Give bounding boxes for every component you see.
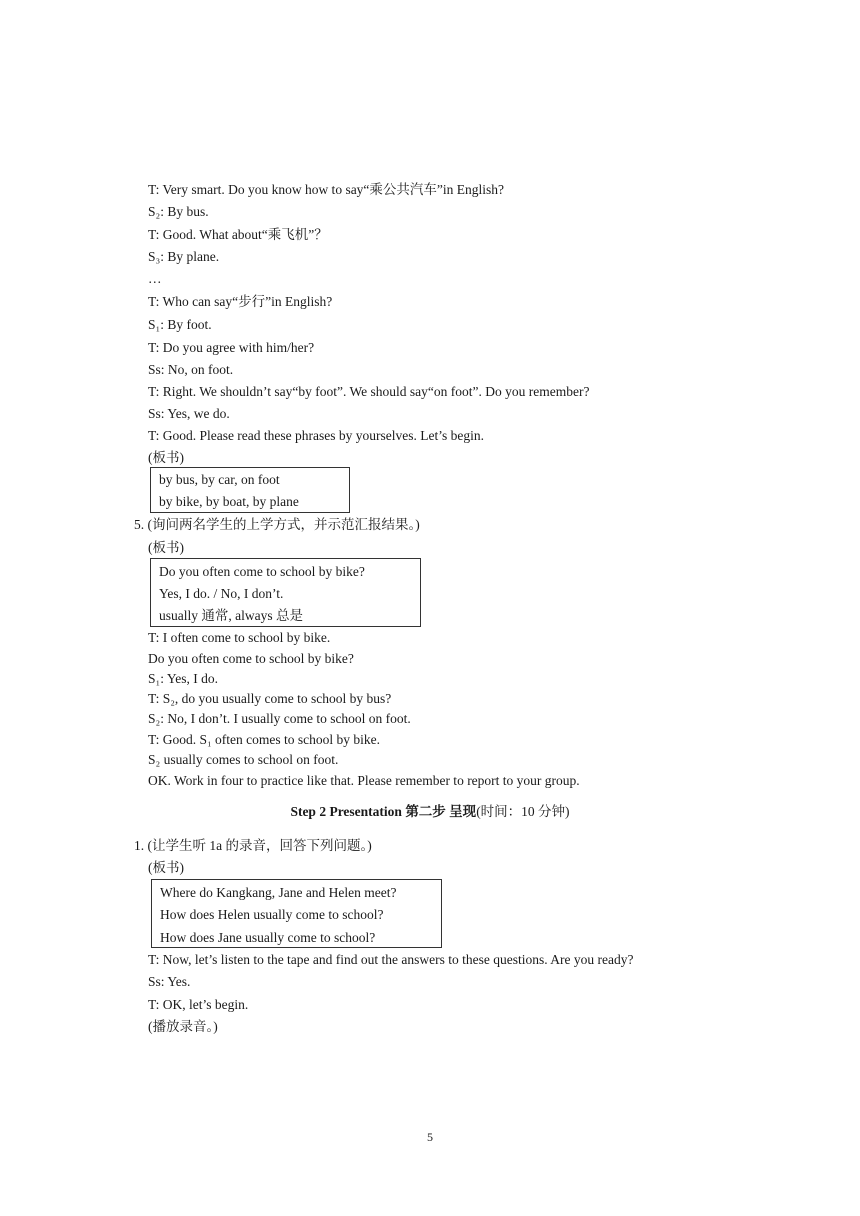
dialogue-line: S₁: Yes, I do. xyxy=(148,671,218,686)
dialogue-line: S₁: By foot. xyxy=(148,317,212,332)
dialogue-line: T: Very smart. Do you know how to say“乘公共汽车”in English? xyxy=(148,182,505,197)
dialogue-line: Do you often come to school by bike? xyxy=(148,651,354,666)
item-5-title: 5. (询问两名学生的上学方式，并示范汇报结果。) xyxy=(134,517,420,532)
dialogue-line: T: I often come to school by bike. xyxy=(148,630,331,645)
board-label: (板书) xyxy=(148,860,184,875)
dialogue-line: T: S₂, do you usually come to school by bus? xyxy=(148,691,392,706)
dialogue-line: T: Good. Please read these phrases by yourselves. Let’s begin. xyxy=(148,428,484,443)
dialogue-line: S₂: By bus. xyxy=(148,204,209,219)
dialogue-line: T: Good. What about“乘飞机”？ xyxy=(148,227,328,242)
step-heading-en: Step 2 Presentation xyxy=(290,804,402,819)
box-line: usually 通常, always 总是 xyxy=(159,608,303,623)
dialogue-line: T: Who can say“步行”in English? xyxy=(148,294,333,309)
blackboard-box-1 xyxy=(150,467,350,513)
step-heading-zh: 第二步 呈现 xyxy=(405,804,477,819)
dialogue-line: S₂: No, I don’t. I usually come to school on foot. xyxy=(148,711,411,726)
box-line: by bike, by boat, by plane xyxy=(159,494,299,509)
dialogue-line: Ss: No, on foot. xyxy=(148,362,234,377)
dialogue-line: T: OK, let’s begin. xyxy=(148,997,249,1012)
dialogue-line: T: Now, let’s listen to the tape and find out the answers to these questions. Are you ready? xyxy=(148,952,634,967)
dialogue-line: S₃: By plane. xyxy=(148,249,220,264)
step-heading xyxy=(0,804,860,820)
dialogue-line: S₂ usually comes to school on foot. xyxy=(148,752,339,767)
box-line: Yes, I do. / No, I don’t. xyxy=(159,586,284,601)
dialogue-line: Ss: Yes, we do. xyxy=(148,406,230,421)
dialogue-line: T: Do you agree with him/her? xyxy=(148,340,315,355)
box-line: How does Jane usually come to school? xyxy=(160,930,376,945)
item-1-title: 1. (让学生听 1a 的录音，回答下列问题。) xyxy=(134,838,372,853)
dialogue-line: … xyxy=(148,271,162,286)
board-label: (板书) xyxy=(148,450,184,465)
box-line: by bus, by car, on foot xyxy=(159,472,280,487)
dialogue-line: T: Good. S₁ often comes to school by bike. xyxy=(148,732,381,747)
blackboard-box-3 xyxy=(151,879,442,948)
box-line: How does Helen usually come to school? xyxy=(160,907,384,922)
box-line: Where do Kangkang, Jane and Helen meet? xyxy=(160,885,397,900)
dialogue-line: (播放录音。) xyxy=(148,1019,218,1034)
page-number: 5 xyxy=(427,1130,433,1144)
blackboard-box-2 xyxy=(150,558,421,627)
dialogue-line: T: Right. We shouldn’t say“by foot”. We should say“on foot”. Do you remember? xyxy=(148,384,590,399)
box-line: Do you often come to school by bike? xyxy=(159,564,365,579)
step-heading-time: (时间：10 分钟) xyxy=(476,804,570,819)
dialogue-line: Ss: Yes. xyxy=(148,974,191,989)
dialogue-line: OK. Work in four to practice like that. Please remember to report to your group. xyxy=(148,773,580,788)
board-label: (板书) xyxy=(148,540,184,555)
